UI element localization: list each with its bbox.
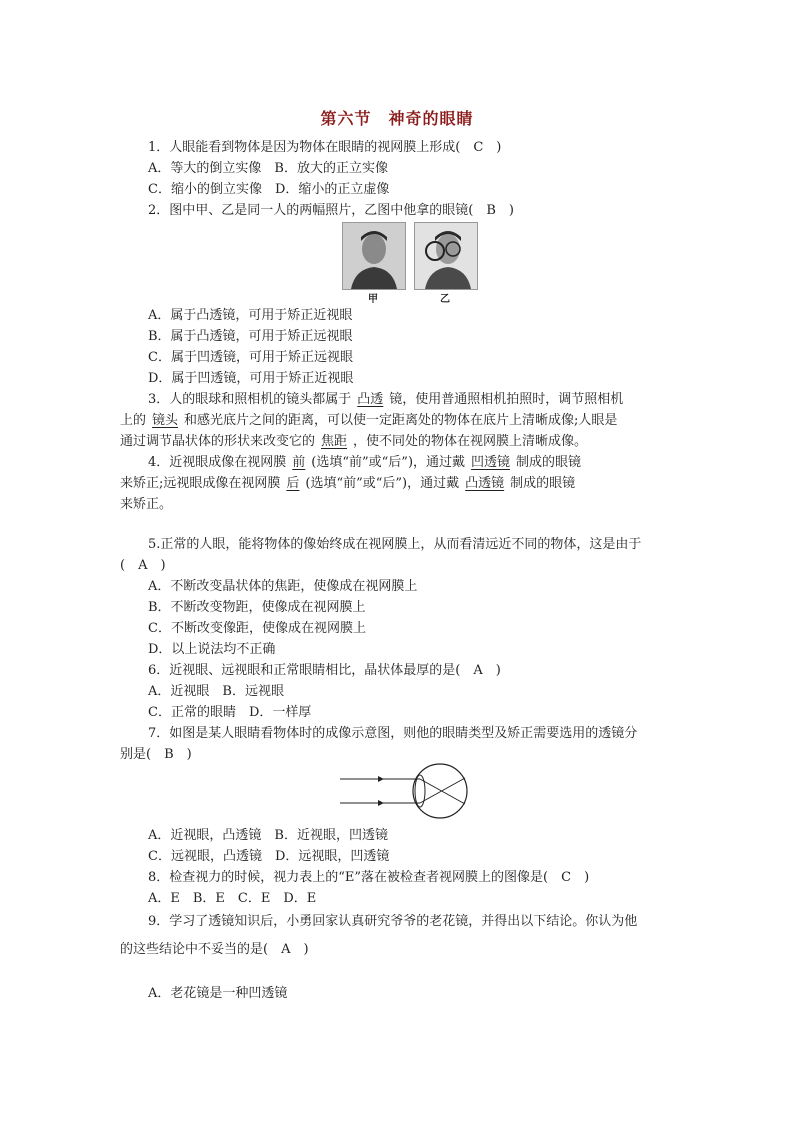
question-4-answer-1: 前 (292, 455, 306, 470)
question-3-text: 镜，使用普通照相机拍照时，调节照相机 (389, 392, 624, 407)
question-4-line-1 (148, 453, 581, 473)
question-4-text: 制成的眼镜 (510, 476, 576, 491)
question-3-answer-3: 焦距 (321, 434, 348, 449)
question-5-option-b: B．不断改变物距，使像成在视网膜上 (148, 600, 366, 615)
photo-label-jia: 甲 (368, 294, 378, 305)
question-5-answer: ( A ) (120, 558, 166, 573)
question-4-text: (选填“前”或“后”)，通过戴 (311, 455, 466, 470)
question-3-answer-1: 凸透 (357, 392, 384, 407)
question-4-text: 来矫正;远视眼成像在视网膜 (120, 476, 281, 491)
eye-imaging-diagram (340, 762, 474, 820)
question-3-answer-2: 镜头 (152, 413, 179, 428)
question-3-text: ，使不同处的物体在视网膜上清晰成像。 (353, 434, 588, 449)
question-1-stem: 1．人眼能看到物体是因为物体在眼睛的视网膜上形成( C ) (148, 140, 502, 155)
question-2-option-a: A．属于凸透镜，可用于矫正近视眼 (148, 308, 353, 323)
question-4-answer-2: 凹透镜 (471, 455, 511, 470)
question-2-option-c: C．属于凹透镜，可用于矫正远视眼 (148, 350, 353, 365)
question-8-stem: 8．检查视力的时候，视力表上的“E”落在被检查者视网膜上的图像是( C ) (148, 870, 590, 885)
page-title: 第六节 神奇的眼睛 (320, 109, 474, 128)
question-1-options-ab: A．等大的倒立实像 B．放大的正立实像 (148, 161, 388, 176)
question-9-answer: 的这些结论中不妥当的是( A ) (120, 942, 309, 957)
question-3-line-1 (148, 390, 623, 410)
question-4-text: 4．近视眼成像在视网膜 (148, 455, 287, 470)
question-5-option-d: D．以上说法均不正确 (148, 642, 276, 657)
question-9-option-a: A．老花镜是一种凹透镜 (148, 986, 288, 1001)
question-8-options: A．E B．E C．E D．E (148, 891, 317, 906)
question-2-stem: 2．图中甲、乙是同一人的两幅照片，乙图中他拿的眼镜( B ) (148, 203, 514, 218)
question-3-line-3 (120, 432, 587, 452)
question-4-text: (选填“前”或“后”)，通过戴 (305, 476, 460, 491)
question-3-text: 和感光底片之间的距离，可以使一定距离处的物体在底片上清晰成像;人眼是 (184, 413, 618, 428)
question-2-option-d: D．属于凹透镜，可用于矫正近视眼 (148, 371, 354, 386)
photo-yi (414, 222, 478, 290)
question-5-stem: 5.正常的人眼，能将物体的像始终成在视网膜上，从而看清远近不同的物体，这是由于 (148, 537, 642, 552)
question-6-options-cd: C．正常的眼睛 D．一样厚 (148, 705, 312, 720)
question-1-options-cd: C．缩小的倒立实像 D．缩小的正立虚像 (148, 182, 390, 197)
question-6-options-ab: A．近视眼 B．远视眼 (148, 684, 284, 699)
photo-label-yi: 乙 (440, 294, 450, 305)
question-4-text: 制成的眼镜 (516, 455, 582, 470)
question-2-option-b: B．属于凸透镜，可用于矫正远视眼 (148, 329, 353, 344)
photo-jia (342, 222, 406, 290)
question-4-answer-4: 凸透镜 (465, 476, 505, 491)
question-3-text: 通过调节晶状体的形状来改变它的 (120, 434, 316, 449)
question-3-text: 3．人的眼球和照相机的镜头都属于 (148, 392, 352, 407)
question-7-options-ab: A．近视眼，凸透镜 B．近视眼，凹透镜 (148, 828, 388, 843)
question-4-answer-3: 后 (286, 476, 300, 491)
question-4-line-3: 来矫正。 (120, 497, 173, 512)
question-5-option-a: A．不断改变晶状体的焦距，使像成在视网膜上 (148, 579, 418, 594)
question-5-option-c: C．不断改变像距，使像成在视网膜上 (148, 621, 366, 636)
question-7-stem: 7．如图是某人眼睛看物体时的成像示意图，则他的眼睛类型及矫正需要选用的透镜分 (148, 726, 638, 741)
question-3-line-2 (120, 411, 617, 431)
question-3-text: 上的 (120, 413, 147, 428)
question-7-answer: 别是( B ) (120, 747, 192, 762)
question-6-stem: 6．近视眼、远视眼和正常眼睛相比，晶状体最厚的是( A ) (148, 663, 501, 678)
question-4-line-2 (120, 474, 575, 494)
question-2-photos (342, 222, 478, 305)
question-7-options-cd: C．远视眼，凸透镜 D．远视眼，凹透镜 (148, 849, 390, 864)
question-9-stem: 9．学习了透镜知识后，小勇回家认真研究爷爷的老花镜，并得出以下结论。你认为他 (148, 914, 638, 929)
